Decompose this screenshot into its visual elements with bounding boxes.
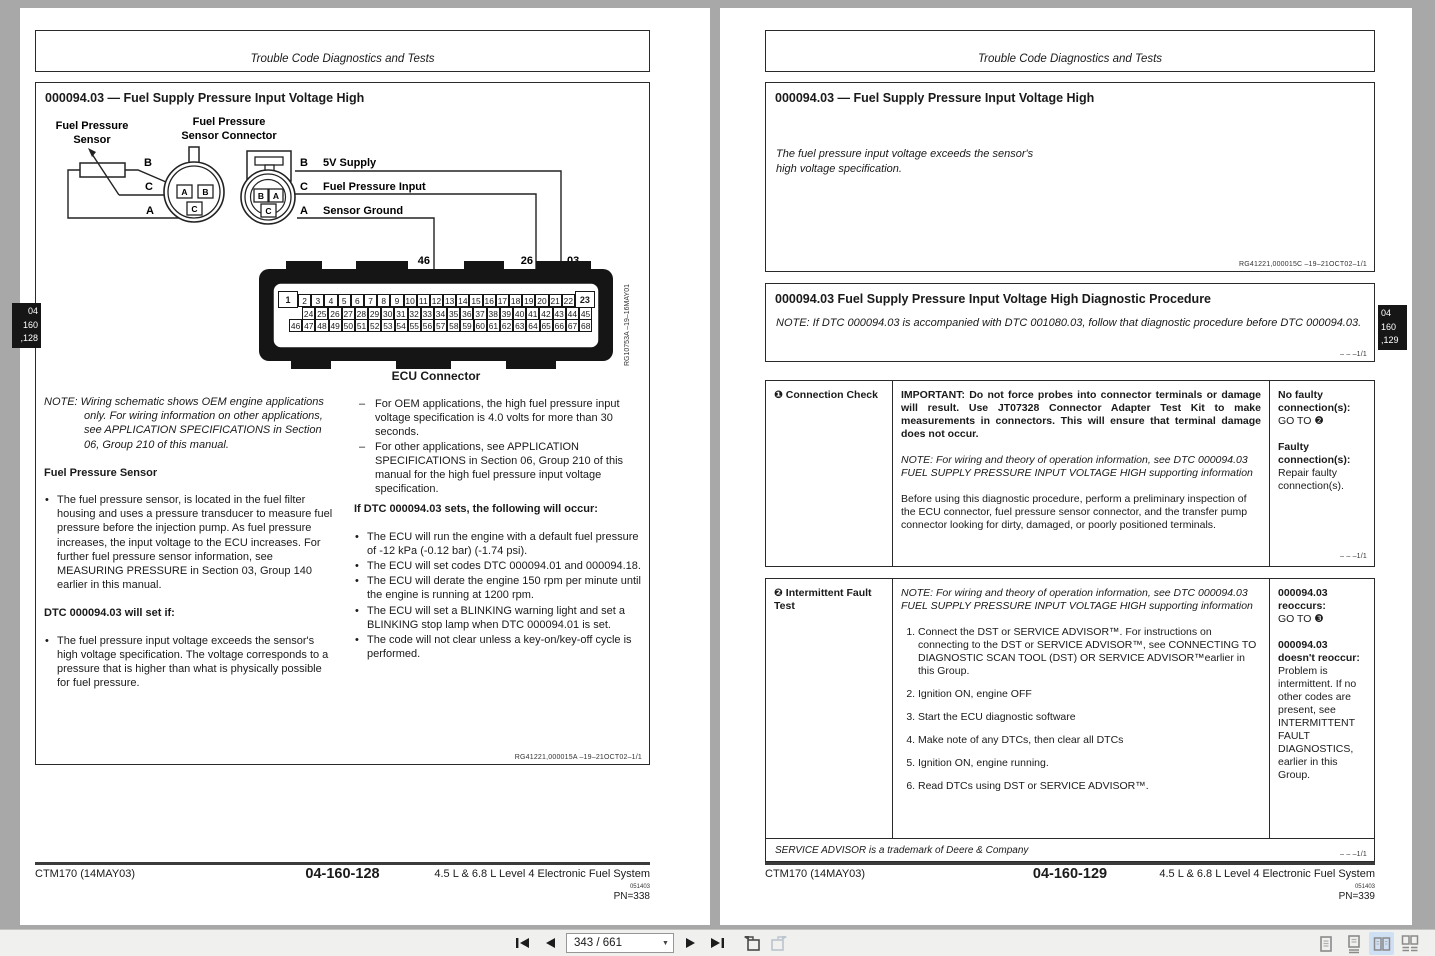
first-page-button[interactable] — [512, 932, 534, 954]
section-thumb-tab — [1378, 305, 1407, 350]
sensor-label-line1: Fuel Pressure — [55, 120, 129, 132]
step2-row — [766, 579, 1374, 838]
step1-result-cell — [1270, 381, 1374, 566]
procedure-step: 1. Connect the DST or SERVICE ADVISOR™. For instructions on connecting to the DST or SERVICE ADVISOR™, see CONNECTING TO DIAGNOSTIC SCAN TOOL (DST) OR SERVICE ADVISOR™earlier in this Group. — [918, 626, 1261, 678]
ecu-pin: 7 — [364, 294, 377, 307]
layout-single-page-button[interactable] — [1313, 932, 1338, 955]
ecu-pin: 47 — [304, 320, 314, 331]
connector2-pin-a: A — [272, 191, 280, 201]
footer-pn: PN=338 — [613, 891, 650, 902]
previous-page-icon — [544, 937, 557, 949]
summary-title: 000094.03 — Fuel Supply Pressure Input Voltage High — [775, 91, 1095, 105]
ecu-pin: 28 — [356, 308, 366, 319]
footer-manual-id: CTM170 (14MAY03) — [35, 868, 136, 880]
wire-letter-b: B — [144, 157, 152, 169]
step1-row — [766, 381, 1374, 566]
set-bullet-list — [44, 634, 334, 691]
ecu-pin: 24 — [303, 308, 314, 319]
ecu-pin: 37 — [475, 308, 485, 319]
previous-page-button[interactable] — [539, 932, 561, 954]
ecu-pin: 25 — [317, 308, 327, 319]
ecu-pin: 4 — [324, 294, 337, 307]
layout-continuous-icon — [1344, 934, 1364, 954]
occur-bullet-list — [354, 530, 650, 662]
connector2-latch-bar — [255, 157, 283, 165]
important-paragraph: IMPORTANT: Do not force probes into connector terminals or damage will result. Use JT07328 Connector Adapter Test Kit to make measurements in connectors. This will ensure that terminal damage does not occur. — [901, 389, 1261, 440]
result-no-label: 000094.03 doesn't reoccur: — [1278, 639, 1360, 664]
ecu-pin: 42 — [541, 308, 551, 319]
ecu-pin: 40 — [514, 308, 525, 319]
wire-letter-a: A — [146, 205, 154, 217]
ecu-pin: 8 — [377, 294, 390, 307]
summary-desc-line1: The fuel pressure input voltage exceeds the sensor's — [776, 148, 1034, 160]
ecu-pin: 3 — [311, 294, 324, 307]
ecu-pin: 50 — [343, 320, 353, 331]
ecu-pin: 17 — [497, 295, 508, 306]
ecu-pin: 18 — [510, 295, 521, 306]
connector1-pin-c: C — [191, 204, 198, 214]
connector-label-line1: Fuel Pressure — [192, 116, 266, 128]
result-yes-label: No faulty connection(s): — [1278, 389, 1351, 414]
ecu-pin: 34 — [435, 308, 446, 319]
ecu-pin: 60 — [475, 320, 485, 331]
signal-name-ground: Sensor Ground — [323, 205, 404, 217]
wire-letter-c: C — [145, 181, 153, 193]
footer-pn: PN=339 — [1338, 891, 1375, 902]
page-layout-controls — [1313, 932, 1422, 955]
sensor-bullet-list — [44, 493, 334, 592]
layout-continuous-button[interactable] — [1341, 932, 1366, 955]
note-paragraph: NOTE: For wiring and theory of operation information, see DTC 000094.03 FUEL SUPPLY PRESSURE INPUT VOLTAGE HIGH supporting information — [901, 454, 1253, 479]
step2-label-cell: ❷ Intermittent Fault Test — [766, 579, 893, 838]
ecu-pin: 63 — [515, 320, 525, 331]
ecu-pin: 15 — [471, 295, 481, 306]
footer-manual-id: CTM170 (14MAY03) — [765, 868, 866, 880]
ecu-pin: 31 — [396, 308, 406, 319]
ecu-pin: 54 — [396, 320, 406, 331]
section-title: 000094.03 — Fuel Supply Pressure Input Voltage High — [45, 91, 365, 105]
body-paragraph: Before using this diagnostic procedure, perform a preliminary inspection of the ECU connector, fuel pressure sensor connector, and the transfer pump connector looking for dirty, damaged, or poorly positioned terminals. — [901, 493, 1248, 531]
procedure-step: 2. Ignition ON, engine OFF — [918, 688, 1261, 701]
footer-date-code: 051403 — [629, 884, 650, 890]
ecu-pin: 46 — [290, 320, 301, 331]
previous-view-button[interactable] — [741, 932, 763, 954]
ecu-pin: 45 — [580, 308, 591, 319]
signal-name-5v: 5V Supply — [323, 157, 377, 169]
ecu-pin: 20 — [537, 295, 547, 306]
result-no-action: Repair faulty connection(s). — [1278, 467, 1344, 492]
bullet-item: • The fuel pressure input voltage exceeds the sensor's high voltage specification. The voltage corresponds to a pressure that is higher than what is physically possible for fuel pressure. — [44, 634, 334, 691]
running-header-text: Trouble Code Diagnostics and Tests — [977, 53, 1163, 65]
page-number-combobox[interactable] — [566, 933, 674, 953]
result-yes-action: GO TO ❸ — [1278, 613, 1324, 625]
result-yes-label: 000094.03 reoccurs: — [1278, 587, 1328, 612]
summary-desc-line2: high voltage specification. — [776, 162, 902, 175]
ecu-pin: 26 — [330, 308, 340, 319]
sensor-label-line2: Sensor — [73, 134, 111, 146]
ecu-pin: 11 — [417, 294, 430, 307]
page-indicator: 343 / 661 — [574, 937, 622, 949]
ecu-pin: 30 — [383, 308, 393, 319]
step2-table — [765, 578, 1375, 862]
running-header — [765, 30, 1375, 72]
procedure-title: 000094.03 Fuel Supply Pressure Input Voltage High Diagnostic Procedure — [775, 292, 1212, 306]
ecu-pin: 32 — [409, 308, 419, 319]
first-page-icon — [515, 937, 531, 949]
procedure-step: 4. Make note of any DTCs, then clear all DTCs — [918, 734, 1261, 747]
spacer — [1278, 626, 1366, 639]
ecu-pin: 66 — [554, 320, 564, 331]
connector1-pin-a: A — [181, 187, 188, 197]
ecu-pin: 6 — [351, 294, 364, 307]
result-no-label: Faulty connection(s): — [1278, 441, 1351, 466]
ecu-pin: 35 — [448, 308, 459, 319]
next-view-button[interactable] — [768, 932, 790, 954]
heading-occur: If DTC 000094.03 sets, the following will occur: — [354, 503, 598, 516]
trademark-text: SERVICE ADVISOR is a trademark of Deere & Company — [775, 844, 1029, 856]
ecu-pin: 62 — [501, 320, 512, 331]
figure-reference-vertical: RG10753A –19–16MAY01 — [624, 284, 631, 366]
section-thumb-tab — [12, 303, 41, 348]
bullet-item: • The code will not clear unless a key-on/key-off cycle is performed. — [354, 633, 650, 661]
ecu-pin: 64 — [528, 320, 538, 331]
ecu-pin: 67 — [567, 320, 578, 331]
ecu-pin: 48 — [317, 320, 327, 331]
ecu-pin: 51 — [356, 320, 367, 331]
bullet-item: • The ECU will run the engine with a default fuel pressure of -12 kPa (-0.12 bar) (-1.74 psi). — [354, 530, 650, 558]
next-view-icon — [770, 936, 788, 951]
dash-item: – For OEM applications, the high fuel pressure input voltage specification is 4.0 volts for more than 30 seconds. — [359, 397, 650, 440]
tab-line: 160 — [22, 319, 38, 330]
ecu-pin: 55 — [409, 320, 419, 331]
ecu-pin: 33 — [422, 308, 432, 319]
layout-continuous-facing-icon — [1400, 934, 1420, 954]
footer-system-name: 4.5 L & 6.8 L Level 4 Electronic Fuel System — [434, 868, 650, 880]
page-navigation — [512, 930, 790, 956]
viewer-toolbar — [0, 929, 1435, 956]
bullet-item: • The fuel pressure sensor, is located in the fuel filter housing and uses a pressure transducer to measure fuel pressure before the injection pump. As fuel pressure increases, the input voltage to the ECU increases. For further fuel pressure sensor information, see MEASURING PRESSURE in Section 03, Group 140 earlier in this manual. — [44, 493, 334, 592]
connector-label-line2: Sensor Connector — [181, 130, 277, 142]
ecu-pin: 29 — [369, 308, 380, 319]
ecu-pin: 13 — [444, 295, 455, 306]
box-reference: RG41221,000015C –19–21OCT02–1/1 — [1238, 261, 1367, 268]
ecu-pin-ref-26: 26 — [520, 255, 533, 267]
ecu-pin: 53 — [383, 320, 393, 331]
procedure-step: 5. Ignition ON, engine running. — [918, 757, 1261, 770]
layout-continuous-facing-button[interactable] — [1397, 932, 1422, 955]
result-no-action: Problem is intermittent. If no other codes are present, see INTERMITTENT FAULT DIAGNOSTICS, earlier in this Group. — [1278, 665, 1357, 781]
bullet-item: • The ECU will derate the engine 150 rpm per minute until the engine is running at 1200 rpm. — [354, 574, 650, 602]
ecu-pin-row-1 — [278, 294, 598, 308]
ecu-pin: 41 — [528, 308, 538, 319]
ecu-pin-grid — [278, 294, 598, 332]
ecu-pin: 1 — [278, 291, 298, 308]
dtc-section-box — [35, 82, 650, 765]
ecu-pin: 22 — [563, 295, 573, 306]
manual-page-right — [720, 8, 1412, 925]
footer-date-code: 051403 — [1354, 884, 1375, 890]
ecu-pin: 39 — [501, 308, 512, 319]
signal-letter-c: C — [300, 181, 308, 193]
ecu-pin: 56 — [422, 320, 433, 331]
ecu-pin: 12 — [431, 295, 442, 306]
result-yes-action: GO TO ❷ — [1278, 415, 1324, 427]
summary-description — [776, 147, 1033, 176]
spec-dash-list — [354, 397, 650, 496]
layout-single-page-icon — [1316, 934, 1336, 954]
connector2-pin-c: C — [265, 206, 272, 216]
ecu-pin: 65 — [541, 320, 551, 331]
ecu-pin: 59 — [462, 320, 472, 331]
ecu-pin: 10 — [405, 295, 415, 306]
procedure-note: NOTE: If DTC 000094.03 is accompanied with DTC 001080.03, follow that diagnostic procedure before DTC 000094.03. — [776, 317, 1362, 329]
connector1-pin-b: B — [202, 187, 209, 197]
ecu-pin: 36 — [462, 308, 472, 319]
connector2-pin-b: B — [257, 191, 265, 201]
ecu-pin: 5 — [338, 294, 351, 307]
note-paragraph: NOTE: Wiring schematic shows OEM engine applications only. For wiring information on other applications, see APPLICATION SPECIFICATIONS in Section 06, Group 210 of this manual. — [44, 396, 324, 451]
heading-fuel-pressure-sensor: Fuel Pressure Sensor — [44, 466, 158, 479]
box-reference: – – –1/1 — [1340, 351, 1367, 358]
wiring-diagram — [36, 111, 648, 411]
footer-system-name: 4.5 L & 6.8 L Level 4 Electronic Fuel System — [1159, 868, 1375, 880]
footer-page-code: 04-160-129 — [1032, 866, 1108, 882]
step1-table — [765, 380, 1375, 567]
ecu-pin-row-3 — [289, 319, 598, 332]
spacer — [1278, 428, 1366, 441]
ecu-pin: 14 — [458, 295, 468, 306]
ecu-pin: 2 — [298, 294, 311, 307]
ecu-pin: 44 — [567, 308, 577, 319]
signal-letter-b: B — [300, 157, 308, 169]
sensor-arrowhead — [88, 148, 96, 157]
wiring-diagram-graphic — [36, 111, 648, 411]
procedure-step: 6. Read DTCs using DST or SERVICE ADVISOR™. — [918, 780, 1261, 793]
ecu-pin: 58 — [449, 320, 459, 331]
dash-item: – For other applications, see APPLICATION SPECIFICATIONS in Section 06, Group 210 of this manual for the high fuel pressure input voltage specification. — [359, 440, 650, 497]
ecu-pin: 57 — [435, 320, 446, 331]
ecu-pin: 49 — [330, 320, 340, 331]
tab-line: ,128 — [20, 333, 38, 343]
step2-instruction-cell — [893, 579, 1270, 838]
right-column — [354, 395, 650, 662]
ecu-pin: 61 — [488, 320, 499, 331]
ecu-pin: 21 — [550, 295, 560, 306]
signal-name-fpi: Fuel Pressure Input — [323, 181, 426, 193]
heading-dtc-will-set: DTC 000094.03 will set if: — [44, 607, 175, 620]
bullet-item: • The ECU will set a BLINKING warning light and set a BLINKING stop lamp when DTC 000094.01 is set. — [354, 604, 650, 632]
left-column — [44, 395, 334, 691]
box-reference: RG41221,000015A –19–21OCT02–1/1 — [514, 754, 642, 761]
tab-line: 04 — [27, 306, 38, 316]
ecu-pin: 38 — [488, 308, 498, 319]
signal-letter-a: A — [300, 205, 308, 217]
footer-rule — [35, 862, 650, 865]
step2-result-cell — [1270, 579, 1374, 838]
row-reference: – – –1/1 — [1340, 553, 1367, 560]
ecu-pin: 43 — [554, 308, 564, 319]
tab-line: 160 — [1381, 321, 1397, 332]
previous-view-icon — [743, 936, 761, 951]
running-header-text: Trouble Code Diagnostics and Tests — [250, 53, 435, 65]
ecu-pin: 68 — [581, 320, 591, 331]
dtc-summary-box — [765, 82, 1375, 272]
tab-line: ,129 — [1381, 335, 1399, 345]
chevron-down-icon[interactable]: ▼ — [662, 939, 669, 947]
row-reference: – – –1/1 — [1340, 851, 1367, 858]
next-page-icon — [684, 937, 697, 949]
ecu-pin: 19 — [524, 295, 534, 306]
ecu-pin: 52 — [370, 320, 380, 331]
bullet-item: • The ECU will set codes DTC 000094.01 and 000094.18. — [354, 559, 650, 573]
step1-label-cell: ❶ Connection Check — [766, 381, 893, 566]
procedure-step-list — [901, 626, 1261, 793]
ecu-pin: 16 — [484, 295, 494, 306]
next-page-button[interactable] — [679, 932, 701, 954]
ecu-pin: 27 — [343, 308, 353, 319]
ecu-pin: 9 — [390, 294, 403, 307]
footer-rule — [765, 862, 1375, 865]
step1-instruction-cell — [893, 381, 1270, 566]
diagnostic-procedure-box — [765, 283, 1375, 362]
manual-page-left — [20, 8, 710, 925]
ecu-pin: 23 — [575, 291, 595, 308]
last-page-button[interactable] — [706, 932, 728, 954]
footer-page-code: 04-160-128 — [305, 866, 380, 882]
running-header — [35, 30, 650, 72]
layout-facing-pages-button[interactable] — [1369, 932, 1394, 955]
layout-facing-pages-icon — [1372, 934, 1392, 954]
note-paragraph: NOTE: For wiring and theory of operation information, see DTC 000094.03 FUEL SUPPLY PRESSURE INPUT VOLTAGE HIGH supporting information — [901, 587, 1253, 612]
ecu-pin-ref-46: 46 — [417, 255, 430, 267]
tab-line: 04 — [1381, 308, 1392, 318]
last-page-icon — [709, 937, 725, 949]
procedure-step: 3. Start the ECU diagnostic software — [918, 711, 1261, 724]
ecu-connector-caption: ECU Connector — [391, 369, 481, 383]
trademark-row — [766, 838, 1374, 861]
